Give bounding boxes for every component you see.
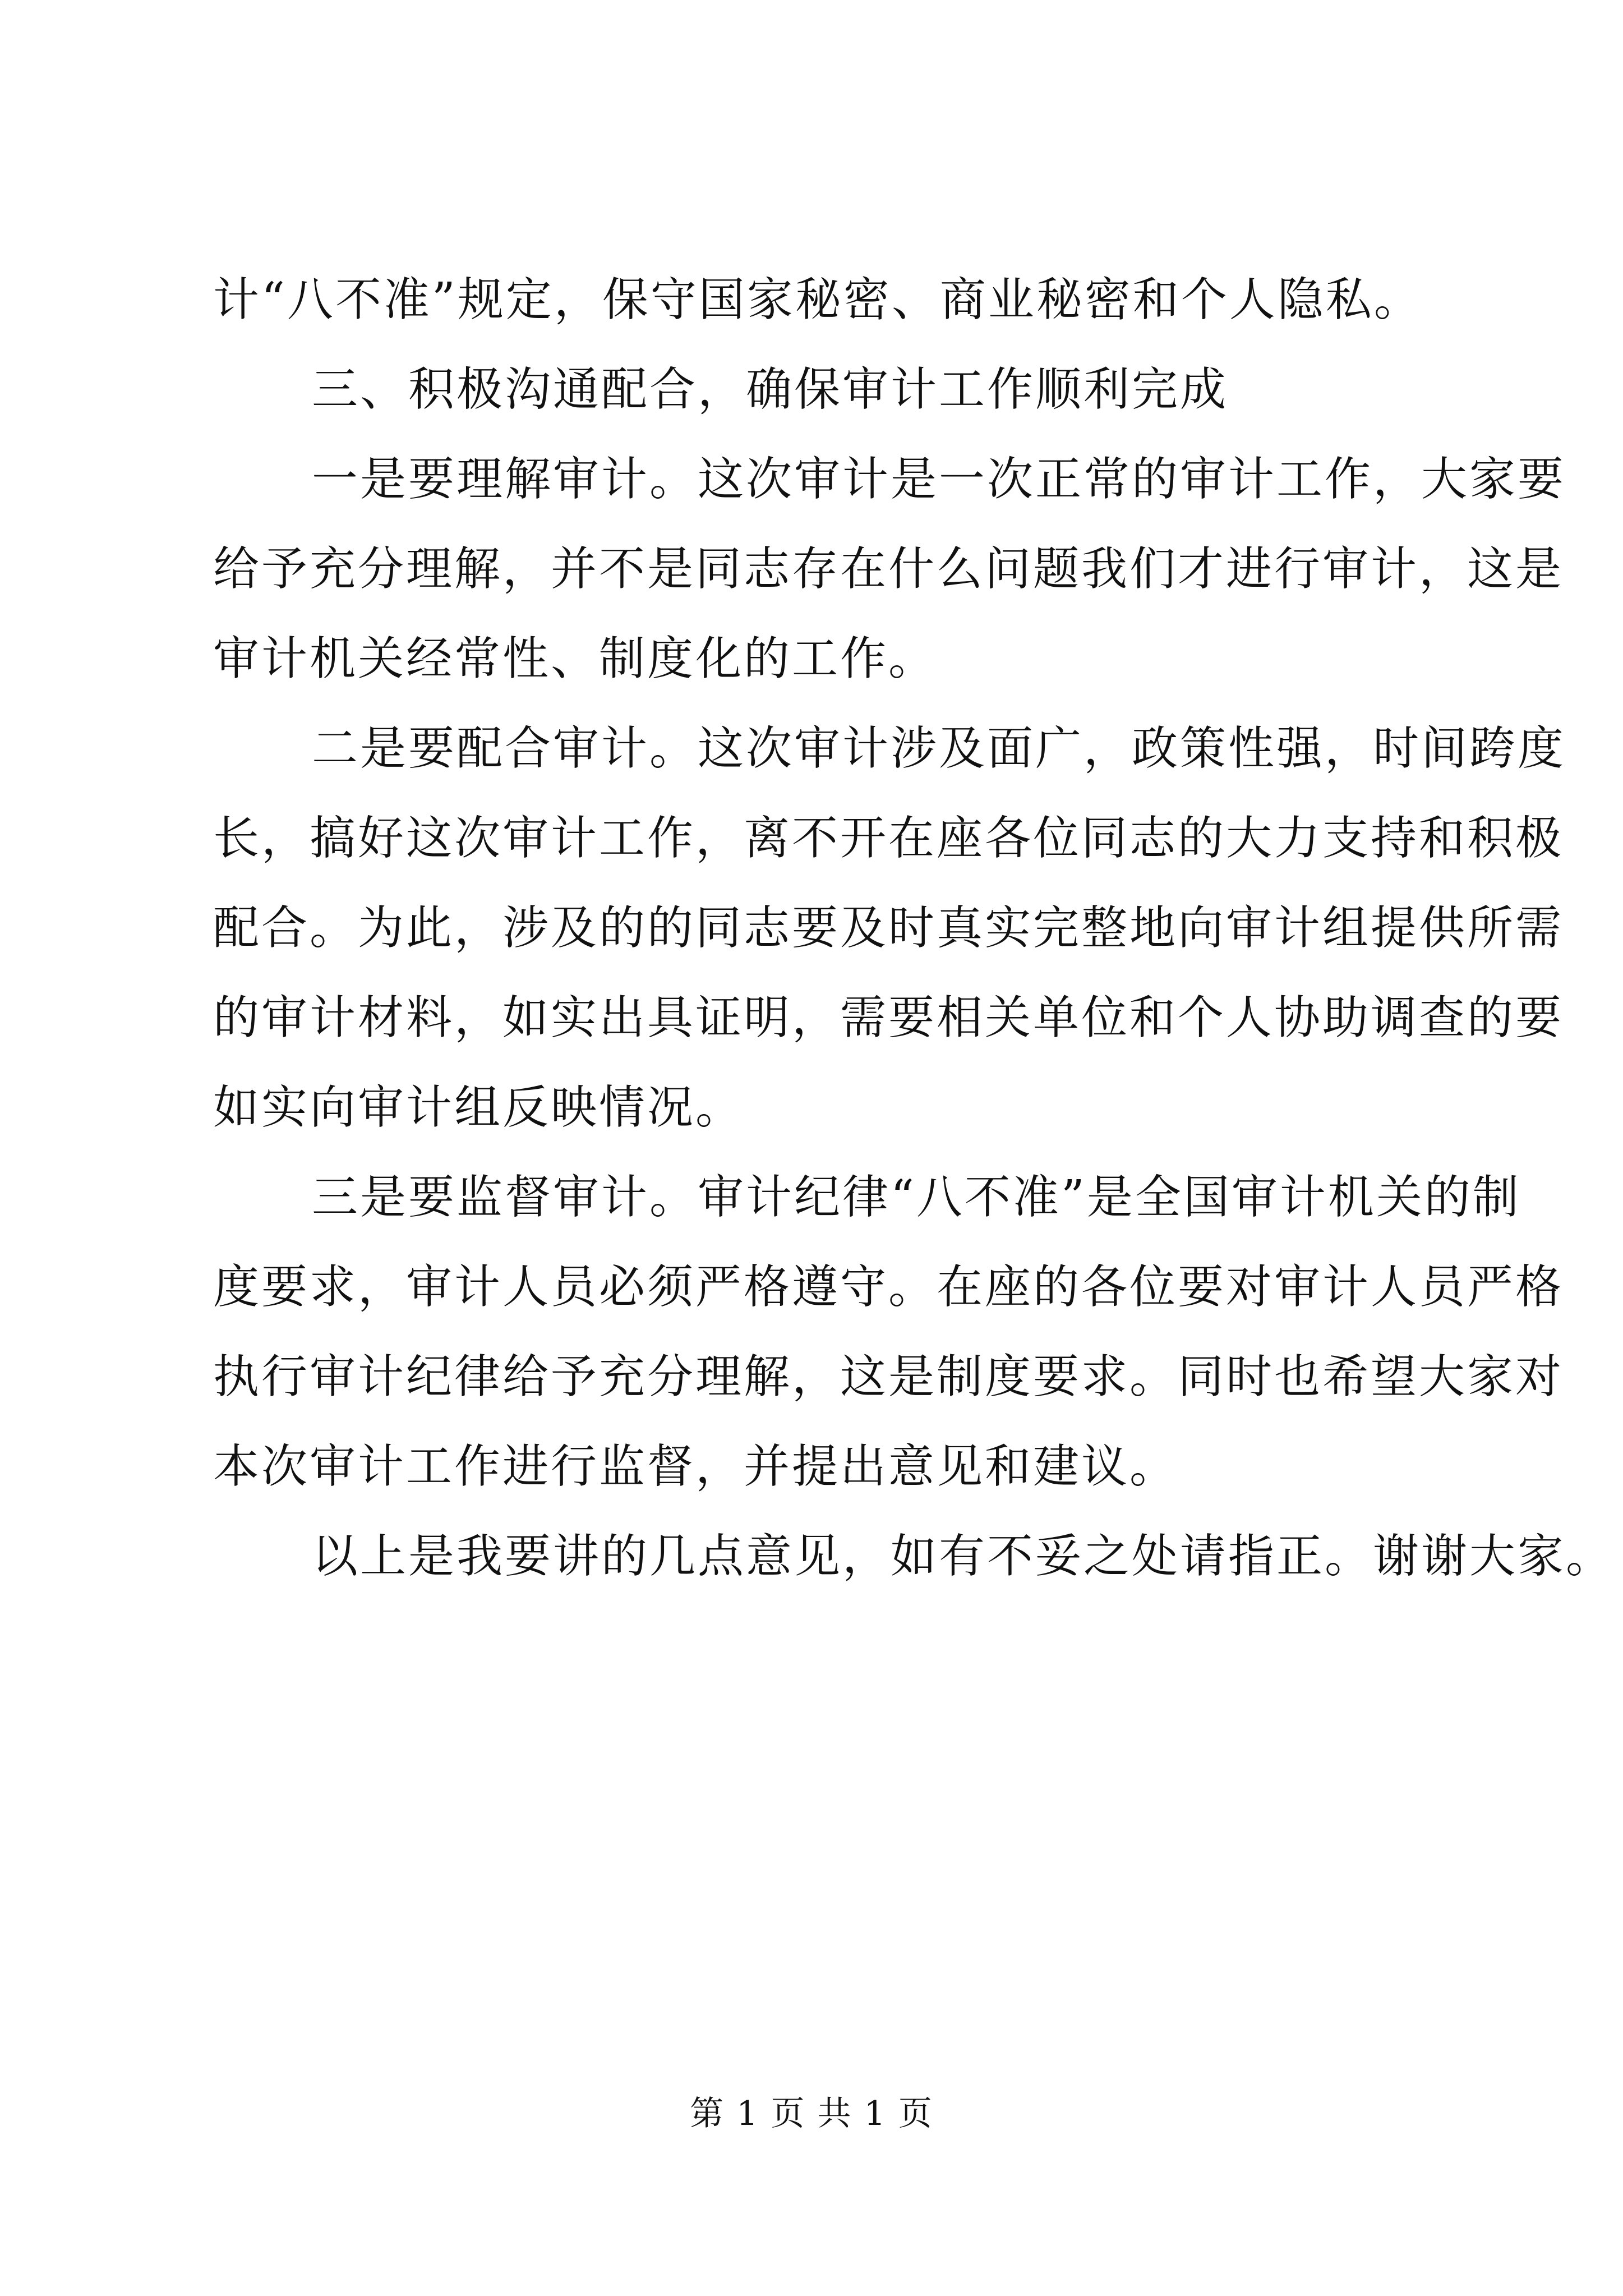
- text-line: 给予充分理解，并不是同志存在什么问题我们才进行审计，这是: [213, 542, 1564, 596]
- text-line: 执行审计纪律给予充分理解，这是制度要求。同时也希望大家对: [213, 1350, 1564, 1404]
- text-line: 长，搞好这次审计工作，离不开在座各位同志的大力支持和积极: [213, 812, 1564, 865]
- text-line: 如实向审计组反映情况。: [213, 1081, 744, 1134]
- text-line: 三是要监督审计。审计纪律“八不准”是全国审计机关的制: [312, 1171, 1521, 1224]
- document-body: [213, 255, 1615, 1602]
- page-footer: 第 1 页 共 1 页: [690, 2094, 933, 2133]
- text-line: 审计机关经常性、制度化的工作。: [213, 632, 937, 685]
- text-line: 二是要配合审计。这次审计涉及面广，政策性强，时间跨度: [312, 722, 1566, 775]
- text-line: 本次审计工作进行监督，并提出意见和建议。: [213, 1440, 1178, 1493]
- section-heading: 三、积极沟通配合，确保审计工作顺利完成: [312, 363, 1229, 416]
- text-line: 以上是我要讲的几点意见，如有不妥之处请指正。谢谢大家。: [312, 1530, 1615, 1583]
- text-line: 度要求，审计人员必须严格遵守。在座的各位要对审计人员严格: [213, 1260, 1564, 1314]
- text-line: 的审计材料，如实出具证明，需要相关单位和个人协助调查的要: [213, 991, 1564, 1045]
- text-line: 一是要理解审计。这次审计是一次正常的审计工作，大家要: [312, 453, 1566, 506]
- text-line: 计“八不准”规定，保守国家秘密、商业秘密和个人隐私。: [213, 273, 1422, 326]
- text-line: 配合。为此，涉及的的同志要及时真实完整地向审计组提供所需: [213, 901, 1564, 955]
